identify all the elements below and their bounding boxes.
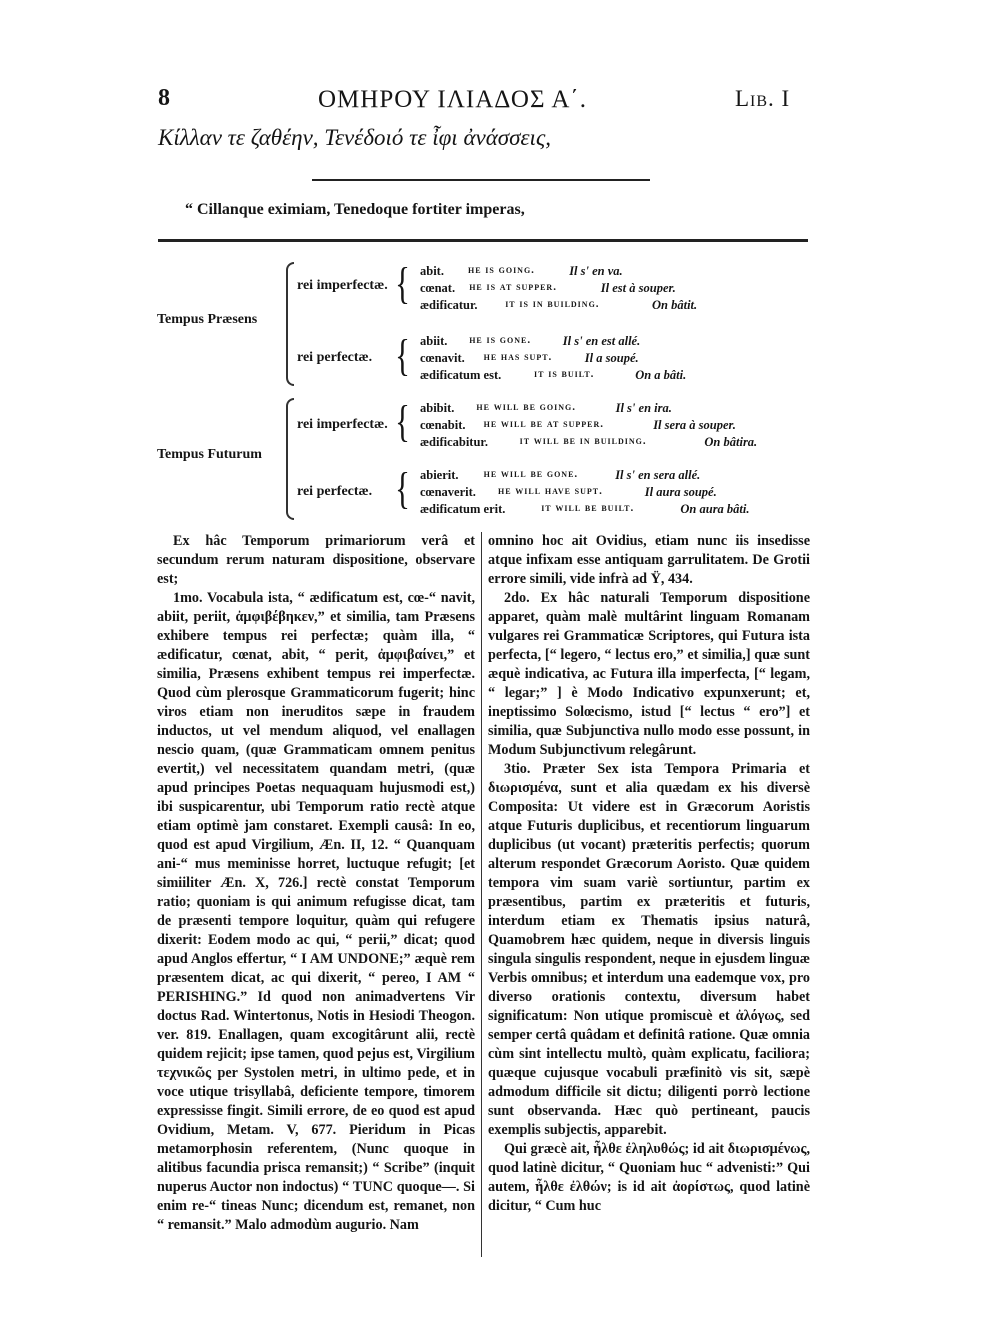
tense-english: it will be built. bbox=[541, 502, 635, 514]
right-column bbox=[488, 532, 810, 1216]
tense-french: Il a soupé. bbox=[584, 351, 639, 365]
tense-latin: ædificatur. bbox=[420, 298, 478, 312]
tense-french: On bâtira. bbox=[704, 435, 758, 449]
tense-english: he is at supper. bbox=[469, 281, 557, 293]
tense-latin: cœnat. bbox=[420, 281, 456, 295]
paragraph: 2do. Ex hâc naturali Temporum dispositione apparet, quàm malè multârint linguam Romanam vulgares rei Grammaticæ Scriptores, qui Futura ista perfecta, [“ legero, “ lectus ero,” et similia,] quæ sunt æquè indicativa, ac Futura illa imperfecta, [“ legam, “ legar;” ] è Modo Indicativo expunxerunt; et, ineptissimo Solœcismo, istud [“ lectus “ ero”] et similia, quæ Subjunctiva nullo modo esse possunt, in Modum Subjunctivum relegârunt. bbox=[488, 590, 810, 758]
brace: { bbox=[395, 259, 410, 308]
tense-english: he is gone. bbox=[469, 334, 532, 346]
tense-french: Il s' en ira. bbox=[615, 401, 672, 415]
future-perfect-label: rei perfectæ. bbox=[297, 484, 373, 499]
tense-french: Il aura soupé. bbox=[644, 485, 717, 499]
tense-latin: cœnaverit. bbox=[420, 485, 476, 499]
big-brace-present bbox=[286, 262, 294, 386]
brace: { bbox=[395, 464, 410, 513]
tense-french: On a bâti. bbox=[635, 368, 687, 382]
greek-verse: Κίλλαν τε ζαθέην, Τενέδοιό τε ἶφι ἀνάσσεις, bbox=[158, 125, 552, 150]
present-perfect-label: rei perfectæ. bbox=[297, 350, 373, 365]
book-label: Lib. I bbox=[735, 86, 791, 111]
tempus-praesens-label: Tempus Præsens bbox=[157, 312, 258, 327]
tense-french: Il s' en va. bbox=[569, 264, 623, 278]
tense-latin: abiit. bbox=[420, 334, 448, 348]
tense-english: he will be gone. bbox=[483, 468, 579, 480]
paragraph: 1mo. Vocabula ista, “ ædificatum est, cœ-“ navit, abiit, periit, ἀμφιβέβηκεν,” et similia, tam Præsens exhibere tempus rei perfectæ; quàm illa, “ ædificatur, cœnat, abit, “ perit, ἀμφιβαίνει,” et similia, Præsens exhibent tempus rei imperfectæ. Quod cùm plerosque Grammaticorum fugerit; hinc viros etiam non ineruditos sæpe in fraudem inductos, ut vel mendum aliquod, vel enallagen nescio quam, (quæ Grammaticam omnem penitus evertit,) vel necessitatem quandam metri, (quæ apud principes Poetas nequaquam hujusmodi est,) ibi suspicarentur, ubi Temporum ratio rectè atque etiam optimè jam constaret. Exempli causâ: In eo, quod est apud Virgilium, Æn. II, 12. “ Quanquam ani-“ mus meminisse horret, luctuque refugit; [et simiiliter Æn. X, 726.] rectè constat Temporum ratio; quoniam is qui animum refugisse dicat, tam de præsenti tempore loquitur, quàm qui refugere dixerit: Eodem modo ac qui, “ perii,” dicat; quod apud Anglos effertur, “ I AM UNDONE;” æquè rem præsentem dicat, ac qui dixerit, “ pereo, I AM “ PERISHING.” Id quod non animadvertens Vir doctus Rad. Wintertonus, Notis in Hesiodi Theogon. ver. 819. Enallagen, quam excogitârunt alii, rectè quidem rejicit; ipse tamen, quod pejus est, Virgilium τεχνικῶς per Systolen metri, in ultimo pede, et in voce utique trisyllabâ, deficiente tempore, timorem expressisse fingit. Simili errore, de eo quod est apud Ovidium, Metam. V, 677. Pieridum in Picas metamorphosin referentem, (Nunc quoque in alitibus facundia prisca remansit;) “ Scribe” (inquit nuperus Auctor non indoctus) “ TUNC quoque—. Si enim re-“ tineas Nunc; dicendum est, remanet, non “ remansit.” Malo admodùm augurio. Nam bbox=[157, 590, 475, 1233]
section-rule bbox=[158, 239, 808, 242]
tense-english: he will be going. bbox=[476, 401, 576, 413]
running-title: ΟΜΗΡΟΥ ΙΛΙΑΔΟΣ Α΄. bbox=[318, 86, 587, 113]
brace: { bbox=[395, 331, 410, 380]
tense-english: it will be in building. bbox=[519, 435, 647, 447]
tense-french: Il est à souper. bbox=[600, 281, 676, 295]
left-column bbox=[157, 532, 475, 1235]
tense-english: he has supt. bbox=[483, 351, 553, 363]
tense-latin: abibit. bbox=[420, 401, 455, 415]
brace: { bbox=[395, 397, 410, 446]
tense-latin: ædificatum erit. bbox=[420, 502, 506, 516]
tense-latin: abit. bbox=[420, 264, 444, 278]
tense-latin: ædificatum est. bbox=[420, 368, 502, 382]
column-divider bbox=[481, 532, 482, 1257]
tense-french: Il s' en est allé. bbox=[562, 334, 641, 348]
paragraph: 3tio. Præter Sex ista Tempora Primaria et διωρισμένα, sunt et alia quædam ex his diversè Composita: Ut videre est in Græcorum Aoristis atque Futuris duplicibus, et recentiorum linguarum duplicibus (ut vocant) præteritis perfectis; quorum alterum respondet Græcorum Aoristo. Quæ quidem tempora vim suam variè sortiuntur, partim ex præsentibus, partim ex præteritis et futuris, interdum etiam ex Thematis ipsius naturâ, Quamobrem hæc quidem, neque in diversis linguis singula singulis respondent, neque in ejusdem linguæ Verbis omnibus; et interdum una eademque vox, pro diverso orationis contextu, diversum habet significatum: Non utique promiscuè et ἀλόγως, sed semper certâ quâdam et definitâ ratione. Quæ omnia cùm sint intellectu multò, quàm explicatu, faciliora; quæque cujusque vocabuli præfinitò vis sit, sæpè admodum difficile sit dictu; diligenti porrò lectione sunt observanda. Hæc quò pertineant, paucis exemplis subjectis, apparebit. bbox=[488, 761, 810, 1138]
future-imperfect-label: rei imperfectæ. bbox=[297, 417, 388, 432]
short-rule bbox=[312, 179, 650, 181]
page-number: 8 bbox=[158, 85, 170, 111]
paragraph: Qui græcè ait, ἦλθε ἐληλυθώς; id ait διωρισμένως, quod latinè dicitur, “ Quoniam huc “ advenisti:” Qui autem, ἦλθε ἐλθών; is id ait ἀορίστως, quod latinè dicitur, “ Cum huc bbox=[488, 1141, 810, 1214]
tense-english: he will have supt. bbox=[498, 485, 603, 497]
tense-french: Il s' en sera allé. bbox=[615, 468, 701, 482]
tense-latin: abierit. bbox=[420, 468, 459, 482]
tense-french: Il sera à souper. bbox=[653, 418, 736, 432]
tense-latin: ædificabitur. bbox=[420, 435, 488, 449]
tense-english: he will be at supper. bbox=[483, 418, 604, 430]
tense-latin: cœnavit. bbox=[420, 351, 465, 365]
tense-latin: cœnabit. bbox=[420, 418, 466, 432]
present-imperfect-label: rei imperfectæ. bbox=[297, 278, 388, 293]
tense-english: it is in building. bbox=[505, 298, 600, 310]
tempus-futurum-label: Tempus Futurum bbox=[157, 447, 262, 462]
paragraph: Ex hâc Temporum primariorum verâ et secundum rerum naturam dispositione, observare est; bbox=[157, 533, 475, 587]
latin-translation: “ Cillanque eximiam, Tenedoque fortiter imperas, bbox=[185, 201, 525, 218]
tense-french: On bâtit. bbox=[652, 298, 698, 312]
tense-french: On aura bâti. bbox=[680, 502, 750, 516]
tense-english: it is built. bbox=[534, 368, 595, 380]
paragraph: omnino hoc ait Ovidius, etiam nunc iis insedisse atque infixam esse antiquam garrulitatem. De Grotii errore simili, vide infrà ad Ϋ, 434. bbox=[488, 533, 810, 587]
big-brace-future bbox=[286, 398, 294, 520]
tense-english: he is going. bbox=[468, 264, 535, 276]
